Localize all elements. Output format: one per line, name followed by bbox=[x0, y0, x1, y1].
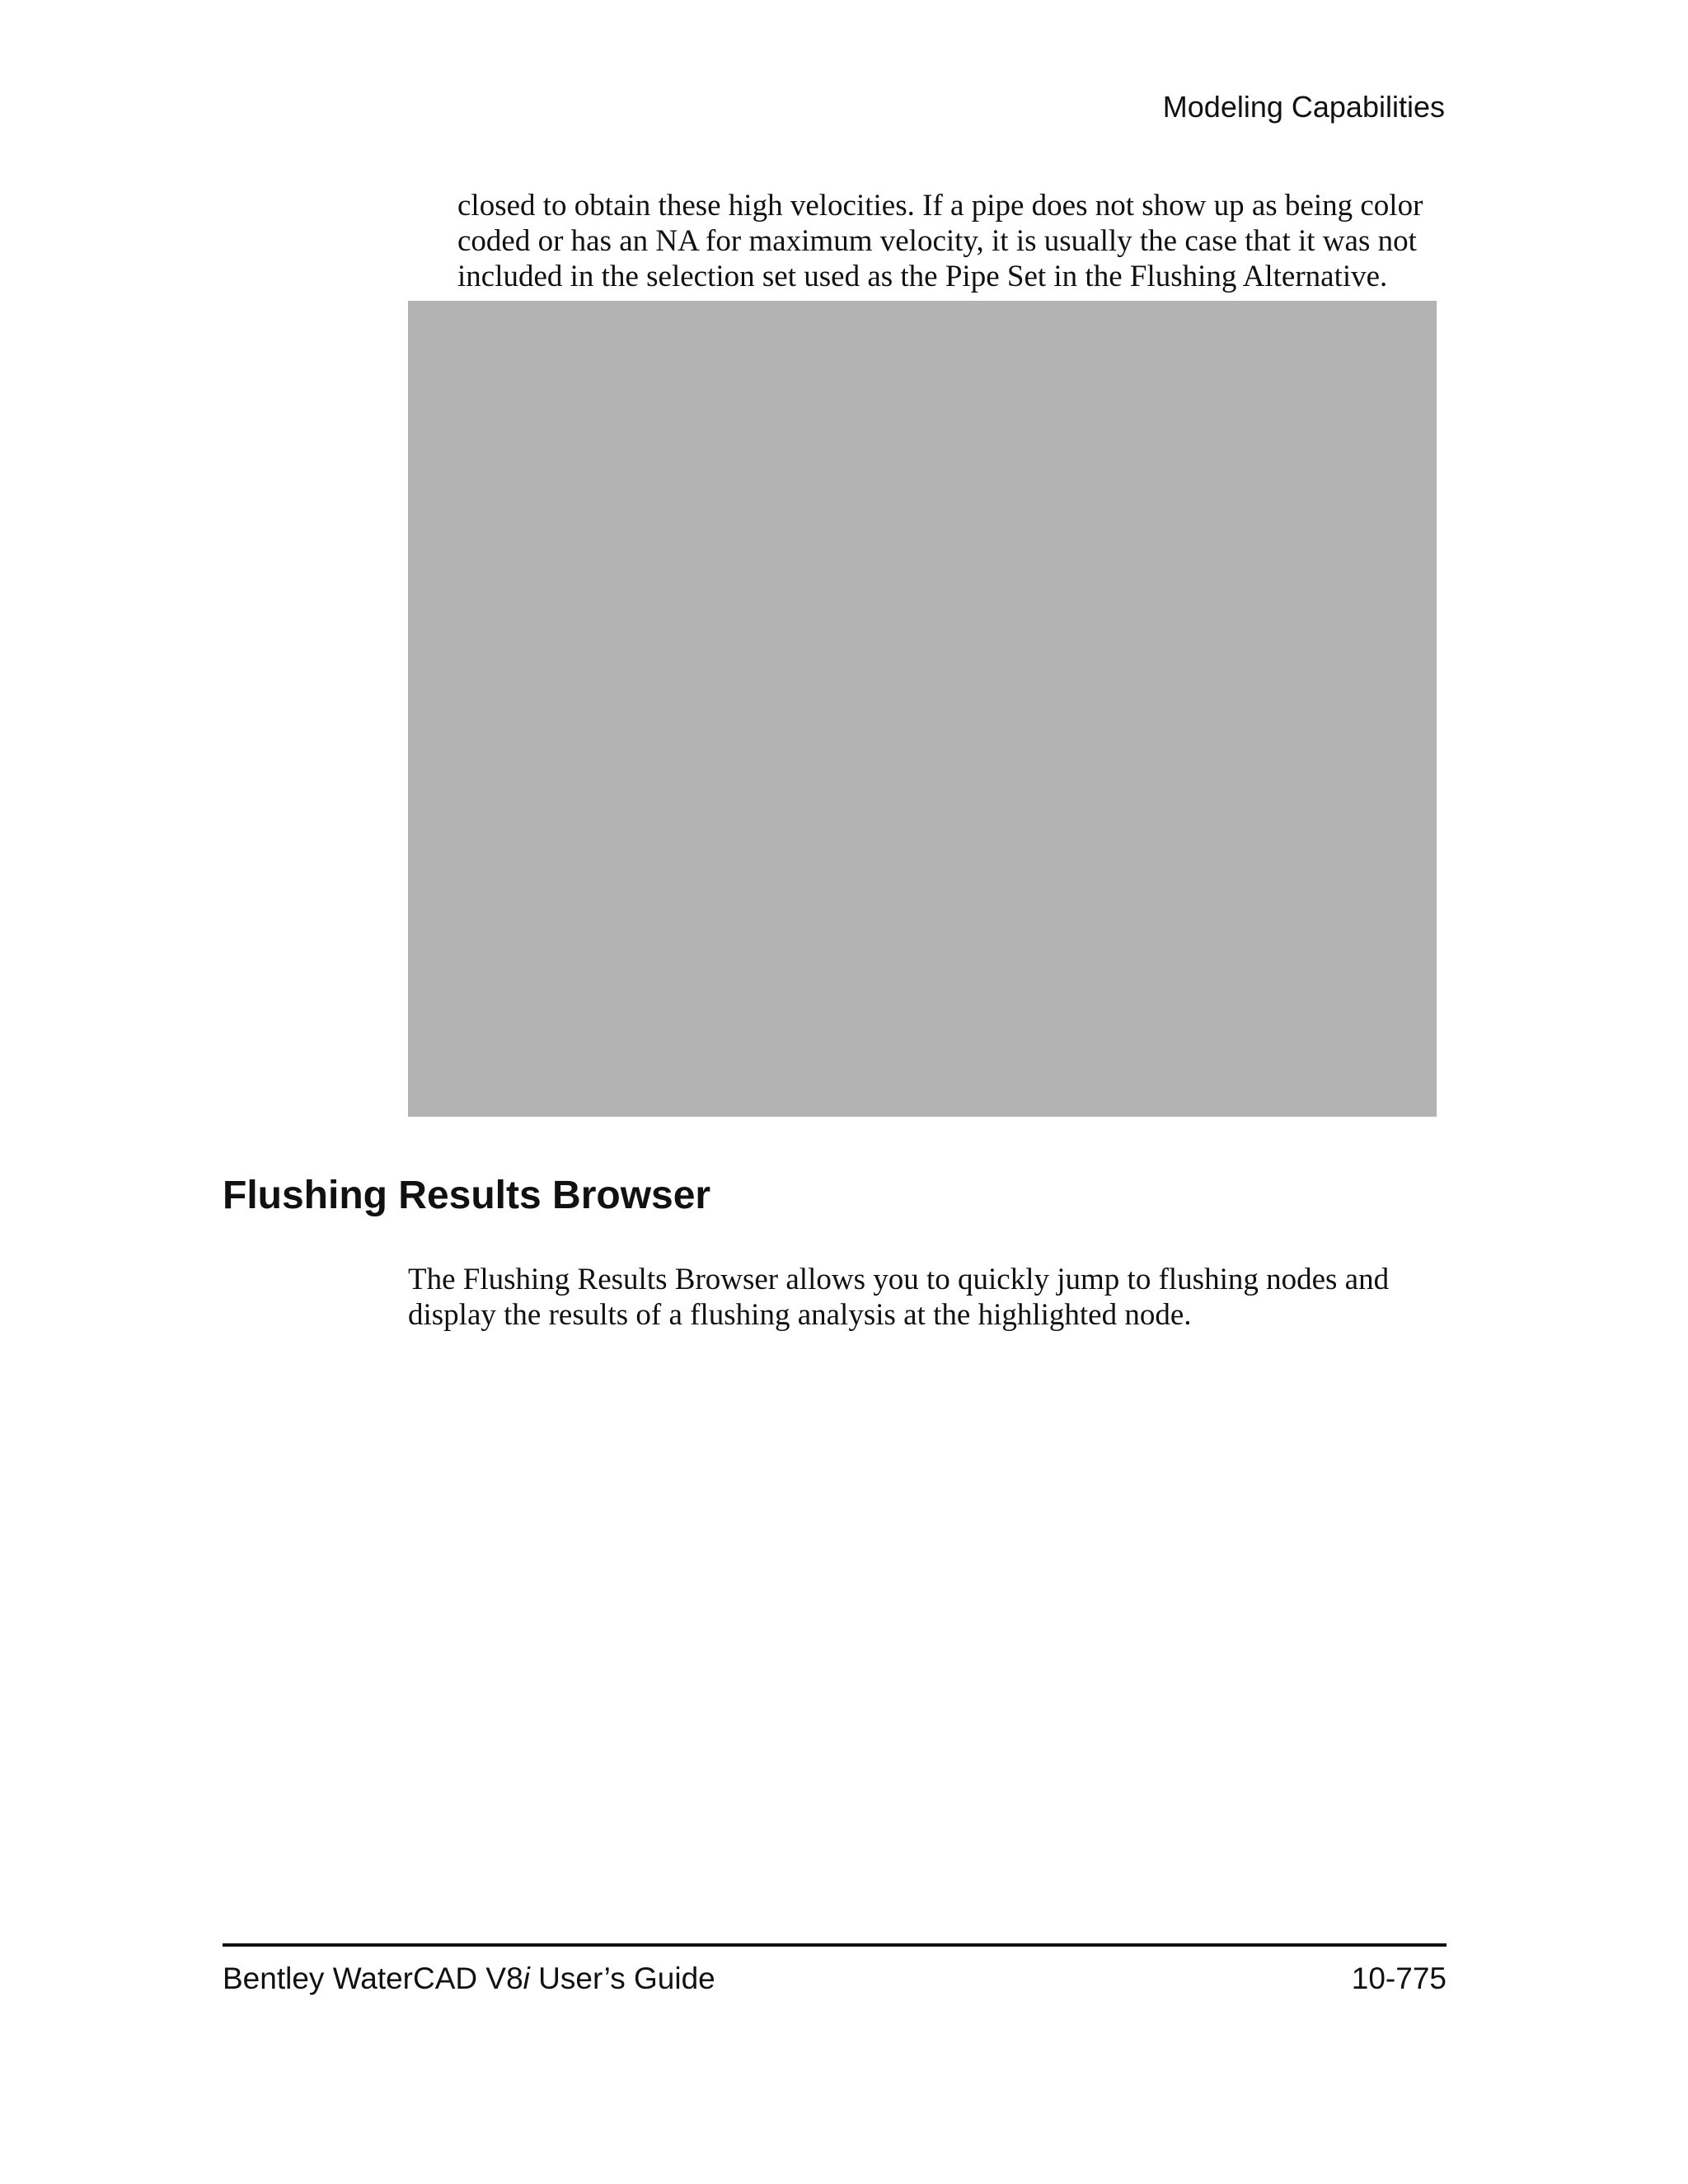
section-heading: Flushing Results Browser bbox=[223, 1174, 711, 1217]
page-number: 10-775 bbox=[1351, 1961, 1447, 1995]
body-paragraph-continued: closed to obtain these high velocities. If a pipe does not show up as being color coded or has an NA for maximum velocity, it is usually the case that it was not included in the selection set used as the Pipe Set in the Flushing Alternative. bbox=[457, 189, 1423, 293]
footer-guide-prefix: Bentley WaterCAD V8 bbox=[223, 1961, 523, 1995]
body-paragraph: The Flushing Results Browser allows you to quickly jump to flushing nodes and display the results of a flushing analysis at the highlighted node. bbox=[408, 1263, 1390, 1332]
figure-image-placeholder bbox=[408, 301, 1437, 1117]
footer-guide-suffix: User’s Guide bbox=[529, 1961, 715, 1995]
footer-guide-italic: i bbox=[523, 1961, 530, 1995]
running-header: Modeling Capabilities bbox=[1162, 90, 1445, 124]
footer-guide-title bbox=[223, 1961, 715, 1997]
footer-divider bbox=[223, 1943, 1447, 1947]
